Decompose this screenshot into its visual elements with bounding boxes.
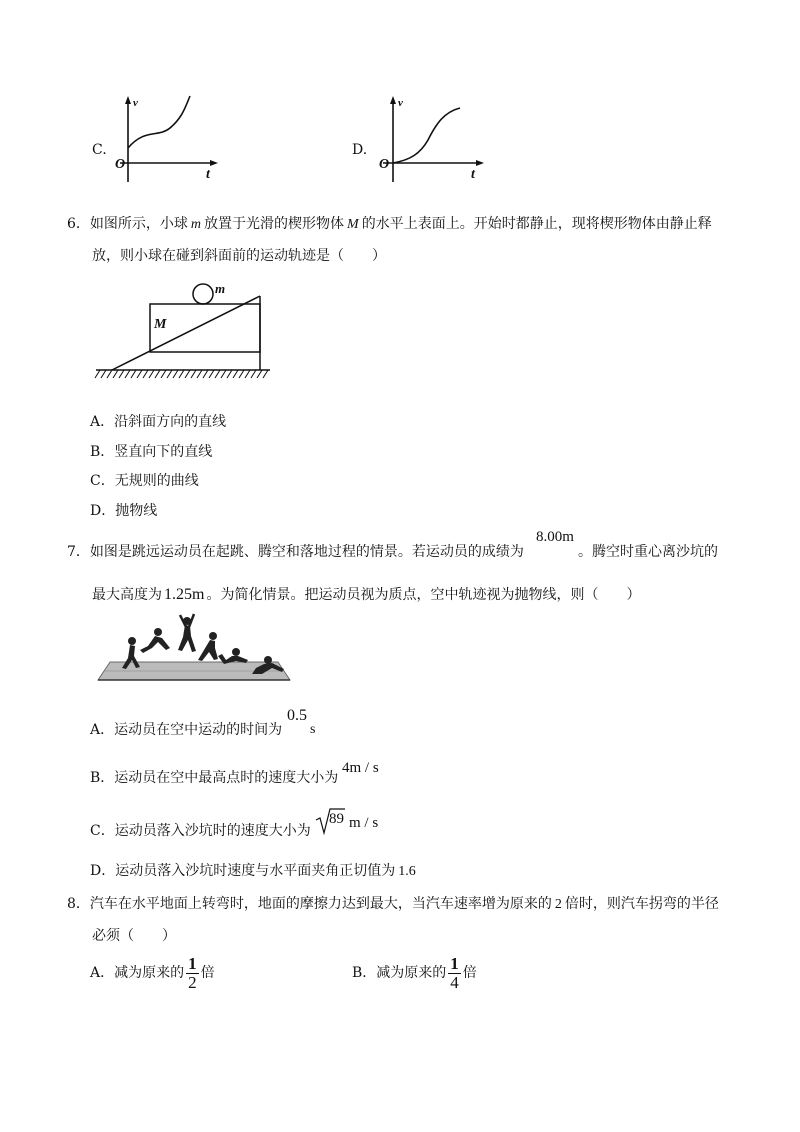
option-c-radicand: 89 — [329, 811, 344, 827]
option-a[interactable] — [90, 955, 215, 992]
fraction — [186, 955, 199, 992]
option-label: B． — [352, 965, 377, 982]
option-label: B． — [90, 770, 115, 786]
wedge-label: M — [154, 317, 167, 332]
denominator: 4 — [450, 972, 459, 992]
option-label: A． — [90, 722, 115, 738]
question-8-line-1 — [67, 897, 719, 912]
option-text: 沿斜面方向的直线 — [114, 414, 227, 430]
option-label: A． — [90, 965, 115, 982]
numerator: 1 — [450, 954, 459, 973]
graph-c-t-label: t — [206, 167, 210, 182]
question-text: 。为简化情景。把运动员视为质点，空中轨迹视为抛物线，则（ ） — [206, 587, 641, 603]
graph-d-origin-label: O — [379, 157, 390, 172]
option-b[interactable] — [352, 955, 477, 992]
graph-c-origin-label: O — [115, 157, 126, 172]
option-label: B． — [90, 444, 115, 460]
option-a-value: 0.5 — [287, 707, 307, 724]
option-c-label: C. — [92, 142, 107, 158]
option-text: 运动员落入沙坑时的速度大小为 — [114, 823, 311, 839]
option-suffix: 倍 — [200, 965, 215, 982]
option-d-label: D. — [352, 142, 368, 158]
option-b-value: 4m / s — [342, 760, 379, 776]
denominator: 2 — [188, 972, 197, 992]
question-text: 汽车在水平地面上转弯时，地面的摩擦力达到最大，当汽车速率增为原来的 — [89, 896, 552, 912]
ball-label: m — [215, 281, 226, 296]
option-text: 运动员在空中最高点时的速度大小为 — [114, 770, 339, 786]
option-text: 减为原来的 — [376, 965, 447, 982]
max-height: 1.25m — [164, 586, 205, 603]
option-suffix: 倍 — [462, 965, 477, 982]
fraction — [448, 955, 461, 992]
question-text: 如图是跳远运动员在起跳、腾空和落地过程的情景。若运动员的成绩为 — [89, 544, 524, 560]
option-d-value: 1.6 — [398, 864, 416, 879]
option-label: C． — [90, 823, 115, 839]
option-text: 减为原来的 — [114, 965, 185, 982]
option-label: A． — [90, 414, 115, 430]
graph-d-t-label: t — [471, 167, 475, 182]
option-label: C． — [90, 473, 115, 489]
question-text: 倍时，则汽车拐弯的半径 — [564, 896, 719, 912]
question-text: 放置于光滑的楔形物体 — [204, 216, 345, 232]
factor: 2 — [554, 897, 562, 912]
option-label: D． — [90, 503, 116, 519]
question-number: 7． — [67, 544, 90, 560]
option-text: 竖直向下的直线 — [114, 444, 213, 460]
jump-distance: 8.00m — [536, 529, 574, 545]
option-label: D． — [90, 863, 116, 879]
ball-symbol: m — [190, 217, 202, 232]
option-text: 运动员在空中运动的时间为 — [114, 722, 283, 738]
option-text: 抛物线 — [115, 503, 158, 519]
question-8-line-2: 必须（ ） — [92, 928, 176, 944]
option-a-unit: s — [310, 722, 316, 737]
graph-d-v-label: v — [398, 97, 403, 109]
numerator: 1 — [188, 954, 197, 973]
option-text: 运动员落入沙坑时速度与水平面夹角正切值为 — [115, 863, 396, 879]
question-6-line-2: 放，则小球在碰到斜面前的运动轨迹是（ ） — [92, 248, 386, 264]
question-number: 8． — [67, 896, 90, 912]
question-text: 最大高度为 — [92, 587, 162, 603]
graph-c-v-label: v — [133, 97, 138, 109]
question-text: 。腾空时重心离沙坑的 — [578, 544, 718, 560]
question-text: 的水平上表面上。开始时都静止，现将楔形物体由静止释 — [361, 216, 712, 232]
option-text: 无规则的曲线 — [114, 473, 199, 489]
question-number: 6． — [67, 216, 90, 232]
question-text: 如图所示，小球 — [89, 216, 188, 232]
option-d[interactable] — [90, 864, 416, 879]
option-c-unit: m / s — [349, 815, 379, 831]
wedge-symbol: M — [347, 217, 359, 232]
